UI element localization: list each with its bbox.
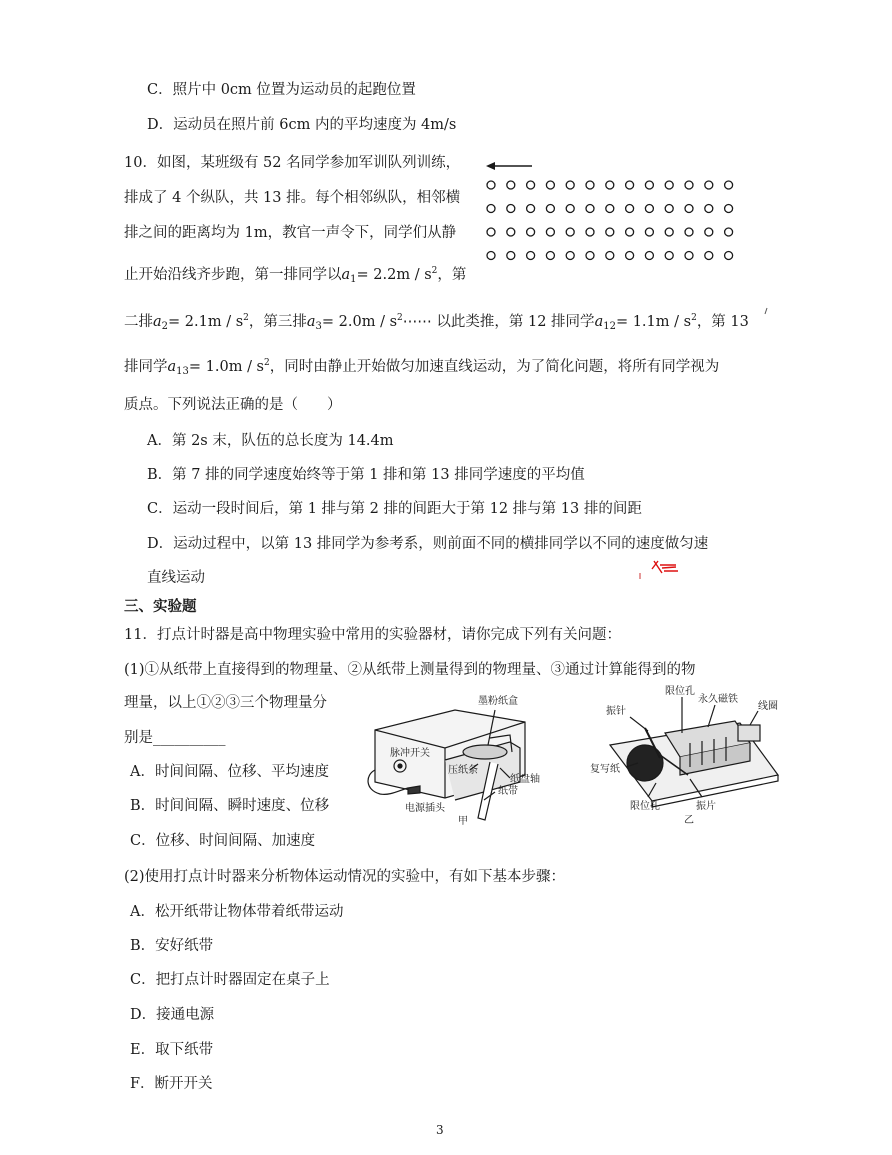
q11-step: F．断开开关 — [130, 1076, 213, 1092]
q10-line-4-text: 止开始沿线齐步跑，第一排同学以 — [124, 267, 342, 283]
student-dot — [507, 181, 515, 189]
student-dot — [487, 205, 495, 213]
student-dot — [546, 205, 554, 213]
formula-exponent: 2 — [691, 313, 697, 323]
student-dot — [586, 252, 594, 260]
formula-a1-sub: 1 — [350, 274, 357, 285]
q10-line-5-text: ⋯⋯ 以此类推，第 12 排同学 — [402, 314, 595, 330]
label-coil: 线圈 — [758, 701, 778, 712]
student-dot — [527, 228, 535, 236]
answer-blank[interactable]: __________ — [153, 730, 226, 746]
student-dot — [487, 228, 495, 236]
student-dot — [606, 181, 614, 189]
timer-figure-yi — [590, 683, 790, 828]
student-dot — [566, 181, 574, 189]
q10-line-5-text: 二排 — [124, 314, 153, 330]
student-dot — [645, 252, 653, 260]
student-dot — [685, 228, 693, 236]
formula-exponent: 2 — [243, 313, 249, 323]
student-dot — [566, 228, 574, 236]
student-dot — [705, 252, 713, 260]
label-plug: 电源插头 — [405, 803, 445, 814]
q10-line-6-text: 排同学 — [124, 359, 168, 375]
label-limit-bottom: 限位孔 — [630, 801, 660, 812]
student-dot — [586, 205, 594, 213]
q11-intro: 11．打点计时器是高中物理实验中常用的实验器材，请你完成下列有关问题： — [124, 627, 621, 643]
student-dot — [665, 205, 673, 213]
student-dot — [645, 181, 653, 189]
student-dot — [566, 205, 574, 213]
formula-a1-value: = 2.2m / s — [356, 267, 432, 283]
page-number: 3 — [436, 1123, 444, 1137]
formula-exponent: 2 — [397, 313, 403, 323]
q10-line-4 — [124, 260, 466, 291]
student-dot — [725, 252, 733, 260]
label-tape: 纸带 — [498, 786, 518, 797]
q10-line-6-text: ，同时由静止开始做匀加速直线运动，为了简化问题，将所有同学视为 — [269, 359, 720, 375]
q10-line-7: 质点。下列说法正确的是（ ） — [124, 397, 342, 413]
student-dot — [546, 252, 554, 260]
formula-a2-sub: 2 — [161, 321, 169, 332]
q10-option-c: C．运动一段时间后，第 1 排与第 2 排的间距大于第 12 排与第 13 排的间距 — [147, 501, 642, 517]
q10-option-d-cont: 直线运动 — [147, 570, 205, 586]
student-dot — [507, 228, 515, 236]
student-dot — [705, 181, 713, 189]
q11-part1-line-3 — [124, 727, 226, 749]
q10-line-5-text: ，第三排 — [248, 314, 307, 330]
q10-line-5 — [124, 307, 749, 338]
formula-a1: a — [341, 267, 351, 283]
formula-a3-value: = 2.0m / s — [321, 314, 398, 330]
student-dot — [586, 228, 594, 236]
stray-mark — [762, 305, 772, 317]
student-dot — [527, 181, 535, 189]
student-dot — [665, 252, 673, 260]
student-dot — [725, 205, 733, 213]
student-dot — [665, 228, 673, 236]
student-dot — [527, 205, 535, 213]
q10-line-2: 排成了 4 个纵队，共 13 排。每个相邻纵队，相邻横 — [124, 190, 461, 206]
timer-figure-jia — [360, 690, 575, 830]
formula-exponent: 2 — [264, 358, 270, 368]
student-dot — [487, 252, 495, 260]
formula-a12: a — [594, 314, 604, 330]
formation-figure — [480, 155, 740, 265]
q11-part1-line-2: 理量，以上①②③三个物理量分 — [124, 695, 327, 711]
student-dot — [606, 252, 614, 260]
caption-yi: 乙 — [684, 815, 694, 826]
student-dot — [606, 228, 614, 236]
q10-line-4-tail: ，第 — [437, 267, 467, 283]
label-needle: 振针 — [606, 706, 626, 717]
label-box: 墨粉纸盒 — [478, 696, 518, 707]
student-dot — [507, 205, 515, 213]
left-arrow — [486, 162, 532, 170]
q10-option-a: A．第 2s 末，队伍的总长度为 14.4m — [147, 433, 394, 449]
caption-jia: 甲 — [458, 816, 468, 827]
prev-option-d: D．运动员在照片前 6cm 内的平均速度为 4m/s — [147, 117, 457, 133]
prev-option-c: C．照片中 0cm 位置为运动员的起跑位置 — [147, 82, 416, 98]
student-dot — [546, 181, 554, 189]
student-dot — [546, 228, 554, 236]
student-dot — [725, 181, 733, 189]
student-dot — [665, 181, 673, 189]
student-dot — [725, 228, 733, 236]
formula-a2-value: = 2.1m / s — [168, 314, 244, 330]
student-dot — [645, 228, 653, 236]
student-dot — [645, 205, 653, 213]
q11-part2-intro: (2)使用打点计时器来分析物体运动情况的实验中，有如下基本步骤： — [124, 869, 566, 885]
q11-step: A．松开纸带让物体带着纸带运动 — [130, 904, 344, 920]
q11-part1-line-1: (1)①从纸带上直接得到的物理量、②从纸带上测量得到的物理量、③通过计算能得到的物 — [124, 662, 696, 678]
student-dot — [507, 252, 515, 260]
label-switch: 脉冲开关 — [390, 748, 430, 759]
label-limit-top: 限位孔 — [665, 686, 695, 697]
q10-line-6 — [124, 352, 719, 383]
formula-a2: a — [153, 314, 162, 330]
label-magnet: 永久磁铁 — [698, 694, 738, 705]
label-carbon: 复写纸 — [590, 764, 620, 775]
student-dot — [626, 181, 634, 189]
formula-a3-sub: 3 — [315, 321, 322, 332]
student-dot — [685, 205, 693, 213]
student-dot — [685, 252, 693, 260]
formula-a3: a — [306, 314, 316, 330]
label-axle: 纸盘轴 — [510, 774, 540, 785]
q11-part1-line-3-text: 别是 — [124, 730, 153, 746]
student-dot — [527, 252, 535, 260]
student-dot — [626, 252, 634, 260]
q10-option-b: B．第 7 排的同学速度始终等于第 1 排和第 13 排同学速度的平均值 — [147, 467, 585, 483]
q11-step: B．安好纸带 — [130, 938, 214, 954]
q10-line-3: 排之间的距离均为 1m，教官一声令下，同学们从静 — [124, 225, 457, 241]
student-dot — [626, 228, 634, 236]
formula-a12-sub: 12 — [603, 321, 616, 332]
student-dot — [626, 205, 634, 213]
label-reed: 振片 — [696, 801, 716, 812]
student-dot — [487, 181, 495, 189]
q11-step: D．接通电源 — [130, 1007, 215, 1023]
student-dot — [685, 181, 693, 189]
q11-option-c: C．位移、时间间隔、加速度 — [130, 833, 316, 849]
student-dot — [705, 228, 713, 236]
student-dot — [606, 205, 614, 213]
formula-a13-sub: 13 — [176, 366, 189, 377]
student-dot — [586, 181, 594, 189]
q11-option-b: B．时间间隔、瞬时速度、位移 — [130, 798, 330, 814]
q11-option-a: A．时间间隔、位移、平均速度 — [130, 764, 329, 780]
q10-line-1: 10．如图，某班级有 52 名同学参加军训队列训练， — [124, 155, 461, 171]
student-dot — [566, 252, 574, 260]
q10-option-d: D．运动过程中，以第 13 排同学为参考系，则前面不同的横排同学以不同的速度做匀速 — [147, 536, 709, 552]
q10-line-5-text: ，第 13 — [696, 314, 749, 330]
formula-a13: a — [167, 359, 177, 375]
student-dot — [705, 205, 713, 213]
label-press: 压纸条 — [448, 765, 478, 776]
section-title: 三、实验题 — [124, 598, 197, 615]
q11-step: E．取下纸带 — [130, 1042, 214, 1058]
formation-dots — [487, 181, 733, 260]
handwritten-mark — [632, 557, 682, 579]
formula-exponent: 2 — [431, 266, 438, 276]
formula-a13-value: = 1.0m / s — [188, 359, 265, 375]
formula-a12-value: = 1.1m / s — [615, 314, 692, 330]
q11-step: C．把打点计时器固定在桌子上 — [130, 972, 330, 988]
